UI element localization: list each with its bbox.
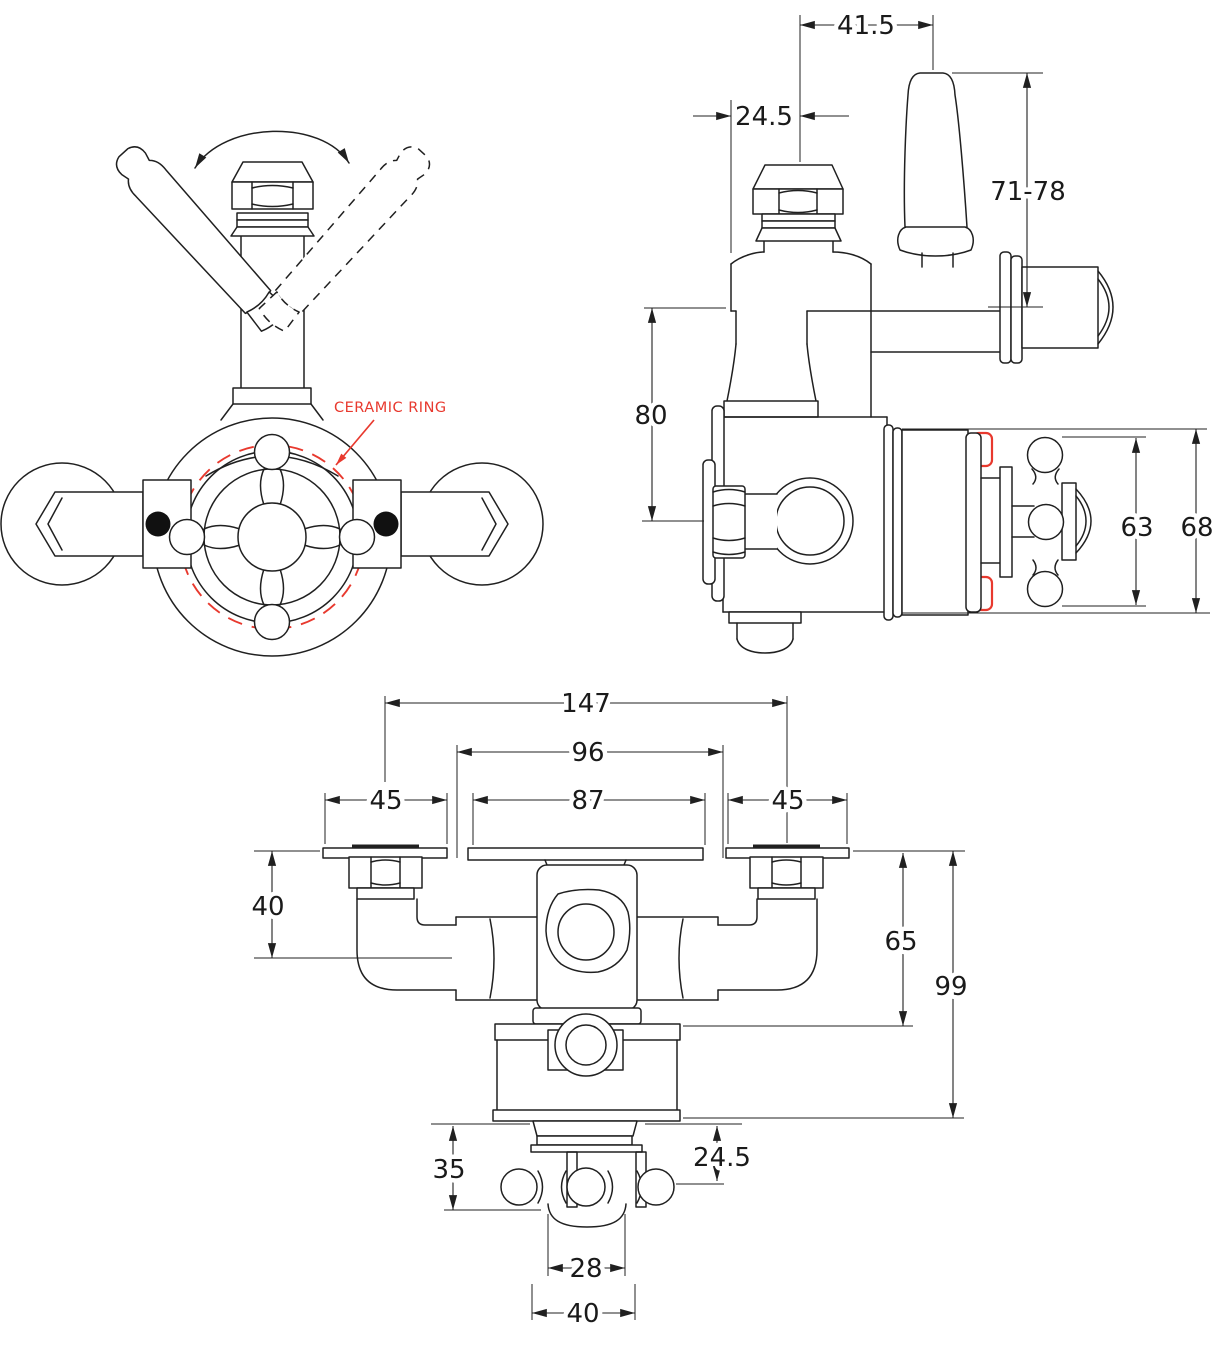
side-view xyxy=(634,11,1213,653)
dim-cap-center-offset: 24.5 xyxy=(735,102,793,132)
wall-plate-and-union xyxy=(703,406,745,601)
lever-handle-side xyxy=(904,73,967,231)
left-inlet-pipe xyxy=(36,492,143,556)
central-valve-block xyxy=(493,860,680,1152)
dim-left-flange-width: 45 xyxy=(369,786,403,816)
bottom-view xyxy=(251,689,967,1329)
cartridge-and-cross-handle xyxy=(884,425,1091,620)
center-backplate xyxy=(468,848,703,860)
bottom-cross-handle xyxy=(501,1152,674,1227)
dim-backplate-width: 87 xyxy=(571,786,605,816)
right-inlet-pipe xyxy=(401,492,508,556)
side-main-body xyxy=(723,417,887,653)
ceramic-ring-label: CERAMIC RING xyxy=(334,400,447,416)
neck-collar xyxy=(233,388,311,404)
dim-body-width: 96 xyxy=(571,738,605,768)
dim-inlet-drop: 40 xyxy=(251,892,285,922)
dim-outlet-port-drop: 65 xyxy=(884,927,918,957)
hex-cap-front xyxy=(231,162,314,236)
dim-handle-span: 63 xyxy=(1120,513,1154,543)
cross-handle-hub xyxy=(238,503,306,571)
side-valve-top xyxy=(724,165,871,417)
right-screw-dot xyxy=(374,512,399,537)
front-view xyxy=(1,131,543,656)
dim-handle-hub-width: 28 xyxy=(569,1254,603,1284)
dim-lever-center-offset: 41.5 xyxy=(837,11,895,41)
right-inlet-union xyxy=(718,857,823,990)
dim-body-depth: 68 xyxy=(1180,513,1214,543)
dim-handle-center-offset: 24.5 xyxy=(693,1143,751,1173)
dim-overall-height: 99 xyxy=(934,972,968,1002)
diverter-and-lever xyxy=(871,73,1113,417)
dim-handle-base-width: 40 xyxy=(566,1299,600,1329)
dim-lever-height-range: 71-78 xyxy=(990,177,1066,207)
dim-right-flange-width: 45 xyxy=(771,786,805,816)
left-inlet-union xyxy=(349,857,456,990)
left-screw-dot xyxy=(146,512,171,537)
dim-handle-stem-drop: 35 xyxy=(432,1155,466,1185)
dim-inlet-center-drop: 80 xyxy=(634,401,668,431)
dim-inlet-centers-width: 147 xyxy=(561,689,611,719)
ceramic-ring-arrow xyxy=(336,420,374,465)
